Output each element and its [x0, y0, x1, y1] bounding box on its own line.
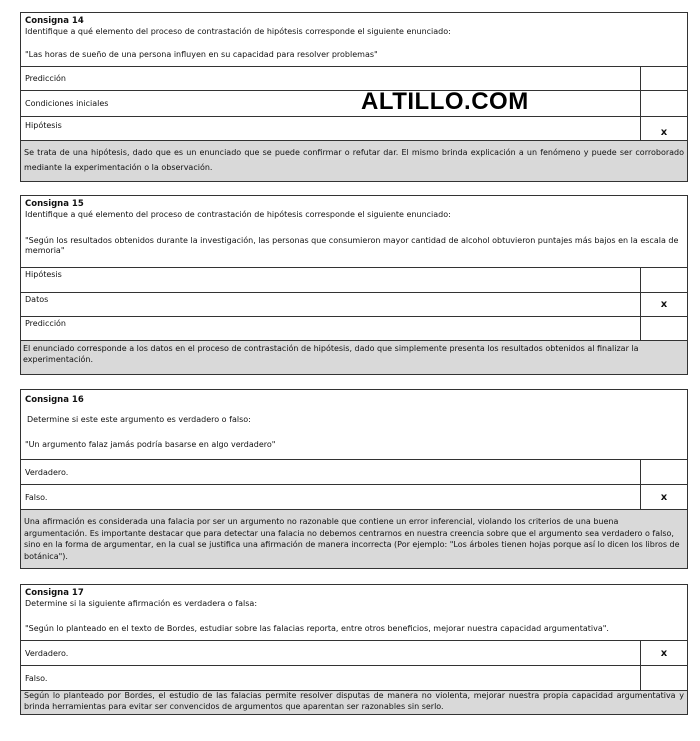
question-title: Consigna 14: [25, 16, 84, 26]
option-row[interactable]: [21, 666, 687, 691]
answer-explanation: Según lo planteado por Bordes, el estudio de las falacias permite resolver disputas de manera no violenta, mejorar nuestra propia capacidad argumentativa y brinda herramientas para evitar ser convencidos de argumentos que aparentan ser razonables sin serlo.: [21, 691, 687, 714]
question-instruction: Identifique a qué elemento del proceso de contrastación de hipótesis corresponde el siguiente enunciado:: [25, 27, 451, 36]
option-label: Predicción: [25, 319, 67, 328]
option-label: Condiciones iniciales: [25, 99, 109, 108]
question-instruction: Identifique a qué elemento del proceso de contrastación de hipótesis corresponde el siguiente enunciado:: [25, 210, 451, 219]
question-header: [21, 196, 687, 268]
option-mark: [640, 91, 687, 116]
option-label: Hipótesis: [25, 121, 62, 130]
question-header: [21, 390, 687, 460]
question-header: [21, 13, 687, 67]
question-block-14: [20, 12, 688, 182]
question-quote: "Según lo planteado en el texto de Bordes, estudiar sobre las falacias reporta, entre otros beneficios, mejorar nuestra capacidad argumentativa".: [25, 624, 609, 633]
option-label: Falso.: [25, 492, 48, 502]
option-mark: [640, 460, 687, 484]
answer-explanation: Una afirmación es considerada una falacia por ser un argumento no razonable que contiene un error inferencial, violando los criterios de una buena argumentación. Es importante destacar que para detectar una falacia no debemos centrarnos en nuestra creencia sobre que el argumento sea verdadero o falso, sino en la forma de argumentar, en la cual se justifica una afirmación de manera incorrecta (Por ejemplo: "Los árboles tienen hojas porque así lo dicen los libros de botánica").: [21, 510, 687, 568]
question-quote: "Un argumento falaz jamás podría basarse en algo verdadero": [25, 440, 276, 449]
question-quote: "Según los resultados obtenidos durante la investigación, las personas que consumieron mayor cantidad de alcohol obtuvieron puntajes más bajos en la escala de memoria": [25, 236, 679, 255]
option-row[interactable]: [21, 117, 687, 141]
option-mark: [640, 317, 687, 340]
option-row[interactable]: [21, 485, 687, 510]
question-title: Consigna 17: [25, 588, 84, 598]
option-mark: x: [640, 485, 687, 509]
answer-explanation: El enunciado corresponde a los datos en el proceso de contrastación de hipótesis, dado que simplemente presenta los resultados obtenidos al finalizar la experimentación.: [21, 341, 687, 374]
question-title: Consigna 16: [25, 395, 84, 405]
question-block-15: [20, 195, 688, 375]
option-label: Falso.: [25, 673, 48, 683]
option-mark: x: [640, 641, 687, 665]
option-row[interactable]: [21, 91, 687, 117]
question-header: [21, 585, 687, 641]
option-row[interactable]: [21, 293, 687, 317]
option-label: Hipótesis: [25, 270, 62, 279]
option-row[interactable]: [21, 268, 687, 293]
question-instruction: Determine si la siguiente afirmación es verdadera o falsa:: [25, 599, 258, 608]
option-row[interactable]: [21, 317, 687, 341]
option-mark: x: [640, 117, 687, 140]
option-label: Predicción: [25, 74, 67, 83]
option-row[interactable]: [21, 460, 687, 485]
question-quote: "Las horas de sueño de una persona influyen en su capacidad para resolver problemas": [25, 50, 378, 59]
option-mark: x: [640, 293, 687, 316]
option-row[interactable]: [21, 67, 687, 91]
question-block-16: [20, 389, 688, 569]
option-row[interactable]: [21, 641, 687, 666]
option-label: Verdadero.: [25, 648, 69, 658]
answer-explanation: Se trata de una hipótesis, dado que es un enunciado que se puede confirmar o refutar dar. El mismo brinda explicación a un fenómeno y puede ser corroborado mediante la experimentación o la observación.: [21, 141, 687, 181]
option-label: Datos: [25, 295, 49, 304]
option-mark: [640, 666, 687, 690]
option-label: Verdadero.: [25, 467, 69, 477]
option-mark: [640, 268, 687, 292]
question-title: Consigna 15: [25, 199, 84, 209]
option-mark: [640, 67, 687, 90]
question-instruction: Determine si este este argumento es verdadero o falso:: [27, 415, 251, 424]
watermark-text: ALTILLO.COM: [361, 88, 529, 115]
question-block-17: [20, 584, 688, 715]
